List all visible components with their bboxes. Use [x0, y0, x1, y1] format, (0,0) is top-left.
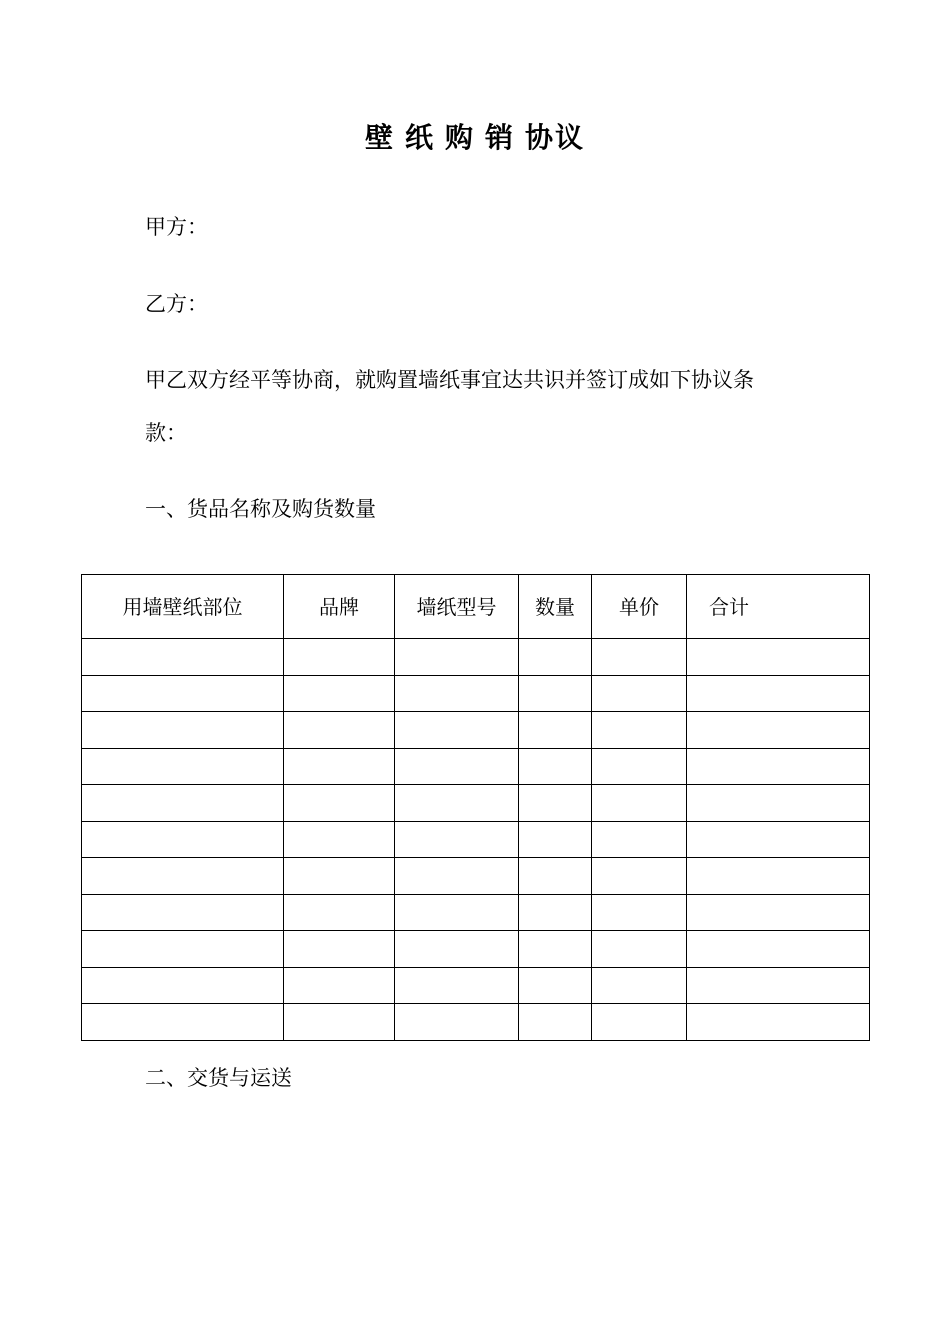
table-cell — [519, 821, 592, 858]
table-cell — [592, 712, 687, 749]
column-header-model: 墙纸型号 — [395, 575, 519, 639]
table-cell — [519, 1004, 592, 1041]
document-title — [0, 118, 950, 158]
table-row — [82, 675, 870, 712]
table-cell — [395, 894, 519, 931]
table-cell — [395, 858, 519, 895]
table-cell — [284, 894, 395, 931]
table-cell — [687, 894, 870, 931]
table-row — [82, 931, 870, 968]
table-cell — [284, 931, 395, 968]
table-cell — [687, 1004, 870, 1041]
title-part: 纸 — [404, 121, 435, 154]
table-cell — [395, 748, 519, 785]
table-cell — [687, 639, 870, 676]
table-row — [82, 1004, 870, 1041]
section-heading-delivery: 二、交货与运送 — [145, 1066, 292, 1090]
table-cell — [82, 712, 284, 749]
table-cell — [82, 675, 284, 712]
table-cell — [395, 785, 519, 822]
table-cell — [687, 675, 870, 712]
intro-text-line1: 甲乙双方经平等协商，就购置墙纸事宜达共识并签订成如下协议条 — [145, 368, 754, 392]
table-cell — [395, 821, 519, 858]
table-cell — [284, 821, 395, 858]
table-cell — [82, 967, 284, 1004]
table-cell — [284, 858, 395, 895]
section-heading-goods: 一、货品名称及购货数量 — [145, 497, 376, 521]
table-cell — [592, 748, 687, 785]
table-cell — [284, 785, 395, 822]
table-row — [82, 894, 870, 931]
table-cell — [82, 1004, 284, 1041]
table-cell — [687, 967, 870, 1004]
table-cell — [592, 931, 687, 968]
table-cell — [687, 785, 870, 822]
table-cell — [82, 894, 284, 931]
table-cell — [519, 748, 592, 785]
table-cell — [592, 675, 687, 712]
table-cell — [519, 967, 592, 1004]
table-row — [82, 712, 870, 749]
table-cell — [519, 785, 592, 822]
goods-table-body — [82, 639, 870, 1041]
table-cell — [687, 821, 870, 858]
table-cell — [519, 931, 592, 968]
party-b-label: 乙方： — [145, 292, 208, 316]
table-cell — [519, 858, 592, 895]
table-cell — [284, 967, 395, 1004]
table-cell — [519, 639, 592, 676]
table-row — [82, 748, 870, 785]
table-cell — [395, 967, 519, 1004]
table-cell — [519, 712, 592, 749]
goods-table — [81, 574, 870, 1041]
intro-text-line2: 款： — [145, 421, 187, 445]
title-part: 壁 — [364, 121, 395, 154]
table-cell — [82, 858, 284, 895]
table-row — [82, 785, 870, 822]
table-cell — [687, 712, 870, 749]
table-cell — [395, 639, 519, 676]
table-cell — [395, 1004, 519, 1041]
table-cell — [395, 712, 519, 749]
table-row — [82, 821, 870, 858]
table-cell — [284, 712, 395, 749]
table-row — [82, 858, 870, 895]
table-cell — [519, 675, 592, 712]
table-cell — [687, 858, 870, 895]
table-cell — [82, 748, 284, 785]
party-a-label: 甲方： — [145, 215, 208, 239]
column-header-quantity: 数量 — [519, 575, 592, 639]
table-cell — [592, 821, 687, 858]
table-cell — [284, 1004, 395, 1041]
table-cell — [592, 967, 687, 1004]
table-row — [82, 639, 870, 676]
title-part: 协议 — [525, 121, 586, 154]
table-cell — [284, 748, 395, 785]
table-cell — [687, 748, 870, 785]
table-header-row — [82, 575, 870, 639]
table-cell — [395, 675, 519, 712]
table-cell — [395, 931, 519, 968]
table-cell — [592, 858, 687, 895]
table-cell — [284, 675, 395, 712]
table-cell — [592, 1004, 687, 1041]
title-part: 销 — [485, 121, 516, 154]
table-cell — [82, 821, 284, 858]
table-cell — [284, 639, 395, 676]
table-cell — [82, 785, 284, 822]
table-cell — [592, 639, 687, 676]
column-header-location: 用墙壁纸部位 — [82, 575, 284, 639]
table-cell — [82, 639, 284, 676]
table-cell — [519, 894, 592, 931]
column-header-unit-price: 单价 — [592, 575, 687, 639]
table-cell — [592, 785, 687, 822]
table-row — [82, 967, 870, 1004]
column-header-total: 合计 — [687, 575, 870, 639]
table-cell — [82, 931, 284, 968]
table-cell — [592, 894, 687, 931]
title-part: 购 — [444, 121, 475, 154]
table-cell — [687, 931, 870, 968]
column-header-brand: 品牌 — [284, 575, 395, 639]
